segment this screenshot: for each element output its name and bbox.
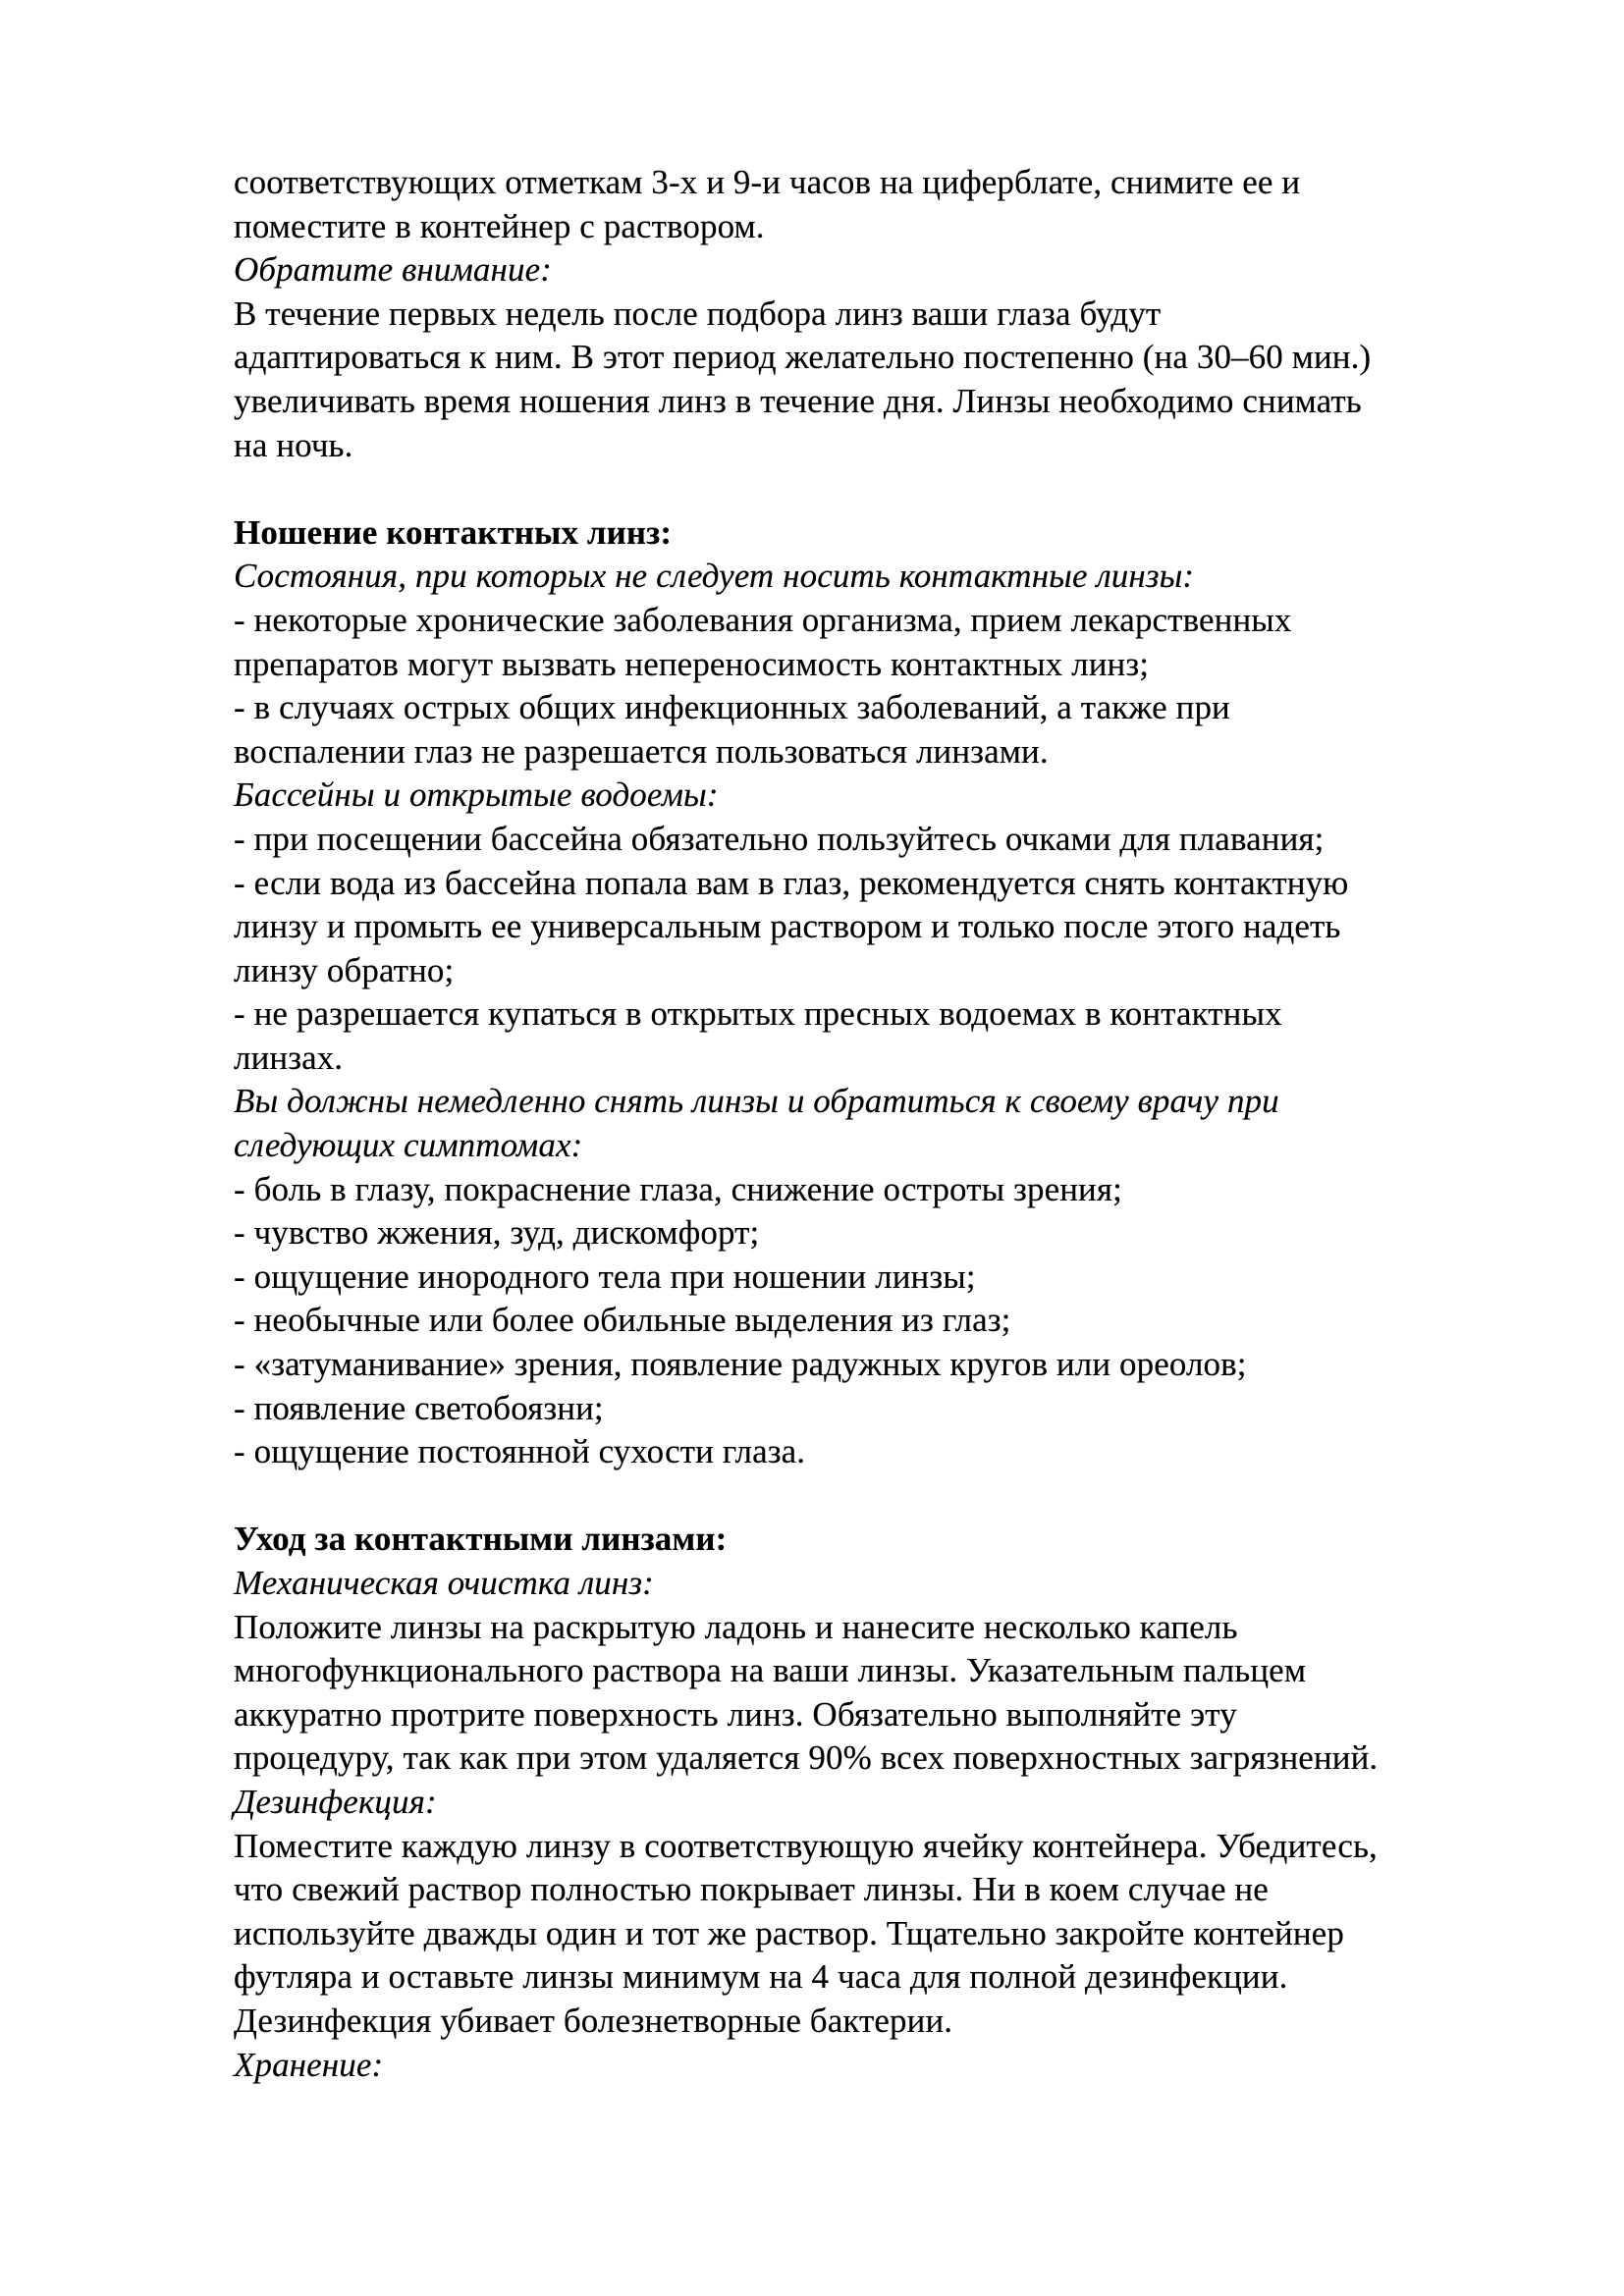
- subsection-label: Механическая очистка линз:: [234, 1564, 654, 1602]
- section-heading-wearing: Ношение контактных линз:: [234, 512, 673, 552]
- subsection-label: Дезинфекция:: [234, 1782, 437, 1821]
- text-line: Поместите каждую линзу в соответствующую ячейку контейнера. Убедитесь,: [234, 1826, 1378, 1865]
- text-line: воспалении глаз не разрешается пользоваться линзами.: [234, 731, 1049, 771]
- list-item: - некоторые хронические заболевания организма, прием лекарственных: [234, 600, 1292, 639]
- text-line: поместите в контейнер с раствором.: [234, 206, 765, 245]
- text-line: что свежий раствор полностью покрывает линзы. Ни в коем случае не: [234, 1870, 1269, 1909]
- text-line: В течение первых недель после подбора линз ваши глаза будут: [234, 294, 1162, 333]
- text-line: увеличивать время ношения линз в течение дня. Линзы необходимо снимать: [234, 381, 1362, 420]
- text-line: линзах.: [234, 1038, 344, 1077]
- text-line: аккуратно протрите поверхность линз. Обязательно выполняйте эту: [234, 1694, 1237, 1734]
- text-line: процедуру, так как при этом удаляется 90% всех поверхностных загрязнений.: [234, 1738, 1379, 1778]
- list-item: - не разрешается купаться в открытых пресных водоемах в контактных: [234, 994, 1282, 1034]
- subsection-label: Бассейны и открытые водоемы:: [234, 775, 719, 815]
- text-line: адаптироваться к ним. В этот период желательно постепенно (на 30–60 мин.): [234, 338, 1372, 377]
- subsection-label: следующих симптомах:: [234, 1126, 583, 1165]
- document-body: [234, 161, 1510, 2087]
- list-item: - в случаях острых общих инфекционных заболеваний, а также при: [234, 688, 1230, 727]
- text-line: препаратов могут вызвать непереносимость контактных линз;: [234, 644, 1150, 683]
- text-line: Положите линзы на раскрытую ладонь и нанесите несколько капель: [234, 1607, 1238, 1646]
- blank-line: [234, 1474, 1510, 1519]
- text-line: футляра и оставьте линзы минимум на 4 часа для полной дезинфекции.: [234, 1957, 1288, 1997]
- subsection-label: Хранение:: [234, 2045, 384, 2084]
- text-line: на ночь.: [234, 425, 353, 464]
- text-line: используйте дважды один и тот же раствор. Тщательно закройте контейнер: [234, 1913, 1344, 1952]
- list-item: - ощущение постоянной сухости глаза.: [234, 1432, 806, 1471]
- blank-line: [234, 467, 1510, 511]
- list-item: - «затуманивание» зрения, появление радужных кругов или ореолов;: [234, 1345, 1247, 1384]
- list-item: - если вода из бассейна попала вам в глаз, рекомендуется снять контактную: [234, 863, 1349, 902]
- text-line: линзу обратно;: [234, 950, 455, 989]
- list-item: - чувство жжения, зуд, дискомфорт;: [234, 1213, 760, 1253]
- note-label: Обратите внимание:: [234, 250, 552, 290]
- text-line: Дезинфекция убивает болезнетворные бактерии.: [234, 2001, 953, 2040]
- list-item: - необычные или более обильные выделения из глаз;: [234, 1301, 1011, 1340]
- list-item: - при посещении бассейна обязательно пользуйтесь очками для плавания;: [234, 819, 1325, 858]
- subsection-label: Вы должны немедленно снять линзы и обратиться к своему врачу при: [234, 1082, 1279, 1121]
- text-line: соответствующих отметкам 3-х и 9-и часов на циферблате, снимите ее и: [234, 163, 1301, 201]
- list-item: - ощущение инородного тела при ношении линзы;: [234, 1256, 976, 1296]
- section-heading-care: Уход за контактными линзами:: [234, 1520, 728, 1559]
- list-item: - боль в глазу, покраснение глаза, снижение остроты зрения;: [234, 1169, 1122, 1208]
- text-line: многофункционального раствора на ваши линзы. Указательным пальцем: [234, 1651, 1307, 1690]
- list-item: - появление светобоязни;: [234, 1388, 604, 1427]
- subsection-label: Состояния, при которых не следует носить контактные линзы:: [234, 557, 1195, 596]
- text-line: линзу и промыть ее универсальным раствором и только после этого надеть: [234, 907, 1341, 946]
